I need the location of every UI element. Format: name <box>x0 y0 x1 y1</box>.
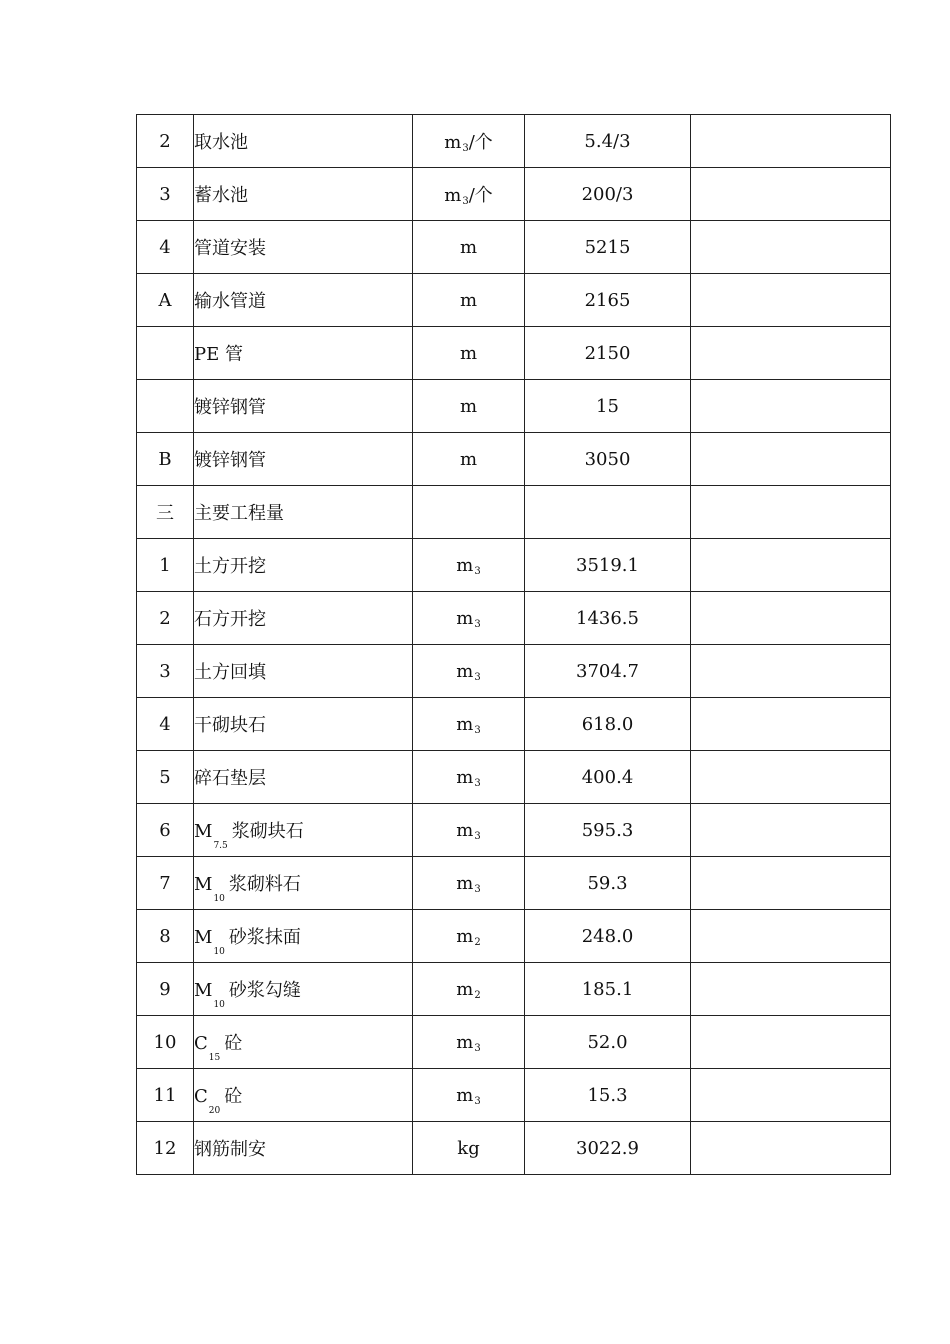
item-name: 浆砌块石 <box>231 821 304 842</box>
item-name-cell <box>194 804 413 857</box>
item-name: 土方回填 <box>194 662 266 683</box>
quantity-cell <box>525 486 691 539</box>
remarks-cell <box>691 433 891 486</box>
remarks-cell <box>691 910 891 963</box>
unit-cell <box>413 1069 525 1122</box>
quantity-cell: 3022.9 <box>525 1122 691 1175</box>
unit-exponent: 3 <box>474 565 481 577</box>
remarks-cell <box>691 857 891 910</box>
remarks-cell <box>691 592 891 645</box>
item-name: 土方开挖 <box>194 556 266 577</box>
unit-suffix: /个 <box>468 185 493 206</box>
item-name-prefix: C <box>194 1086 208 1107</box>
remarks-cell <box>691 1069 891 1122</box>
item-name-cell <box>194 1016 413 1069</box>
item-name-prefix: M <box>194 821 213 842</box>
unit-base: m <box>456 554 474 576</box>
unit-cell <box>413 1122 525 1175</box>
quantities-table-body <box>137 115 891 1175</box>
remarks-cell <box>691 327 891 380</box>
unit-cell <box>413 1016 525 1069</box>
unit-cell <box>413 751 525 804</box>
item-name: 砼 <box>224 1086 243 1107</box>
unit-cell <box>413 380 525 433</box>
unit-base: m <box>456 1031 474 1053</box>
quantity-cell: 15.3 <box>525 1069 691 1122</box>
item-name-cell <box>194 592 413 645</box>
unit-cell <box>413 168 525 221</box>
quantity-cell: 618.0 <box>525 698 691 751</box>
item-name: 砼 <box>224 1033 243 1054</box>
unit-exponent: 3 <box>474 618 481 630</box>
row-number <box>137 380 194 433</box>
row-number: 9 <box>137 963 194 1016</box>
row-number <box>137 327 194 380</box>
item-name-cell <box>194 168 413 221</box>
unit-cell <box>413 592 525 645</box>
row-number: 三 <box>137 486 194 539</box>
unit-base: m <box>459 342 478 364</box>
unit-exponent: 3 <box>474 777 481 789</box>
table-row <box>137 115 891 168</box>
unit-exponent: 2 <box>474 936 481 948</box>
row-number: 10 <box>137 1016 194 1069</box>
item-name: 浆砌料石 <box>228 874 301 895</box>
remarks-cell <box>691 274 891 327</box>
remarks-cell <box>691 380 891 433</box>
table-row <box>137 592 891 645</box>
item-name-prefix: M <box>194 980 213 1001</box>
quantity-cell: 248.0 <box>525 910 691 963</box>
unit-exponent: 2 <box>474 989 481 1001</box>
remarks-cell <box>691 804 891 857</box>
item-name: 石方开挖 <box>194 609 266 630</box>
unit-exponent: 3 <box>474 830 481 842</box>
quantity-cell: 400.4 <box>525 751 691 804</box>
remarks-cell <box>691 115 891 168</box>
item-name: 取水池 <box>194 132 248 153</box>
table-row <box>137 857 891 910</box>
row-number: 6 <box>137 804 194 857</box>
remarks-cell <box>691 539 891 592</box>
unit-cell <box>413 645 525 698</box>
item-name-cell <box>194 433 413 486</box>
remarks-cell <box>691 486 891 539</box>
remarks-cell <box>691 1122 891 1175</box>
item-name: 干砌块石 <box>194 715 266 736</box>
unit-cell <box>413 857 525 910</box>
row-number: A <box>137 274 194 327</box>
item-name-prefix: M <box>194 874 213 895</box>
unit-suffix: /个 <box>468 132 493 153</box>
unit-base: kg <box>457 1137 480 1159</box>
unit-cell <box>413 963 525 1016</box>
unit-base: m <box>456 713 474 735</box>
unit-exponent: 3 <box>474 1095 481 1107</box>
table-row <box>137 1069 891 1122</box>
item-name: PE 管 <box>194 344 243 365</box>
table-row <box>137 327 891 380</box>
item-name: 主要工程量 <box>194 503 284 524</box>
item-name: 管道安装 <box>194 238 266 259</box>
remarks-cell <box>691 645 891 698</box>
quantity-cell: 3704.7 <box>525 645 691 698</box>
quantity-cell: 3050 <box>525 433 691 486</box>
table-row <box>137 804 891 857</box>
item-name: 镀锌钢管 <box>194 397 266 418</box>
item-name-cell <box>194 327 413 380</box>
item-name-prefix: C <box>194 1033 208 1054</box>
unit-cell <box>413 539 525 592</box>
item-name: 碎石垫层 <box>194 768 266 789</box>
table-row <box>137 380 891 433</box>
item-name-subscript: 20 <box>208 1106 221 1116</box>
row-number: 11 <box>137 1069 194 1122</box>
item-name: 镀锌钢管 <box>194 450 266 471</box>
unit-cell <box>413 274 525 327</box>
item-name-cell <box>194 539 413 592</box>
item-name-subscript: 7.5 <box>213 841 228 851</box>
unit-cell <box>413 115 525 168</box>
row-number: 12 <box>137 1122 194 1175</box>
row-number: 2 <box>137 115 194 168</box>
quantity-cell: 15 <box>525 380 691 433</box>
table-row <box>137 539 891 592</box>
item-name-cell <box>194 857 413 910</box>
unit-cell <box>413 327 525 380</box>
row-number: 2 <box>137 592 194 645</box>
item-name-prefix: M <box>194 927 213 948</box>
unit-base: m <box>456 1084 474 1106</box>
row-number: 8 <box>137 910 194 963</box>
unit-base: m <box>456 978 474 1000</box>
unit-exponent: 3 <box>474 1042 481 1054</box>
unit-base: m <box>444 185 462 206</box>
table-row <box>137 751 891 804</box>
item-name-cell <box>194 751 413 804</box>
quantity-cell: 59.3 <box>525 857 691 910</box>
unit-base: m <box>459 289 478 311</box>
table-row <box>137 963 891 1016</box>
table-row <box>137 433 891 486</box>
unit-cell <box>413 221 525 274</box>
unit-base: m <box>456 766 474 788</box>
table-row <box>137 645 891 698</box>
table-row <box>137 486 891 539</box>
quantity-cell: 52.0 <box>525 1016 691 1069</box>
unit-cell <box>413 486 525 539</box>
unit-exponent: 3 <box>462 196 469 207</box>
quantity-cell: 185.1 <box>525 963 691 1016</box>
row-number: 4 <box>137 698 194 751</box>
quantity-cell: 1436.5 <box>525 592 691 645</box>
item-name: 钢筋制安 <box>194 1139 266 1160</box>
table-row <box>137 221 891 274</box>
unit-base: m <box>456 607 474 629</box>
unit-base: m <box>456 660 474 682</box>
item-name: 输水管道 <box>194 291 266 312</box>
unit-base: m <box>444 132 462 153</box>
unit-cell <box>413 804 525 857</box>
item-name-cell <box>194 380 413 433</box>
item-name-cell <box>194 645 413 698</box>
quantity-cell: 5215 <box>525 221 691 274</box>
unit-base: m <box>459 448 478 470</box>
remarks-cell <box>691 168 891 221</box>
quantities-table <box>136 114 891 1175</box>
row-number: 3 <box>137 168 194 221</box>
quantity-cell: 200/3 <box>525 168 691 221</box>
remarks-cell <box>691 698 891 751</box>
remarks-cell <box>691 221 891 274</box>
item-name: 砂浆勾缝 <box>228 980 301 1001</box>
item-name-cell <box>194 698 413 751</box>
unit-cell <box>413 433 525 486</box>
unit-base: m <box>456 819 474 841</box>
quantity-cell: 3519.1 <box>525 539 691 592</box>
row-number: 5 <box>137 751 194 804</box>
item-name: 蓄水池 <box>194 185 248 206</box>
item-name-cell <box>194 910 413 963</box>
row-number: B <box>137 433 194 486</box>
table-row <box>137 1122 891 1175</box>
item-name-cell <box>194 274 413 327</box>
item-name-subscript: 10 <box>213 894 225 904</box>
unit-base: m <box>459 395 478 417</box>
item-name-cell <box>194 1069 413 1122</box>
item-name-subscript: 15 <box>208 1053 221 1063</box>
unit-exponent: 3 <box>474 724 481 736</box>
quantity-cell: 2150 <box>525 327 691 380</box>
row-number: 1 <box>137 539 194 592</box>
unit-cell <box>413 698 525 751</box>
quantity-cell: 595.3 <box>525 804 691 857</box>
unit-base: m <box>456 872 474 894</box>
unit-base: m <box>459 236 478 258</box>
remarks-cell <box>691 963 891 1016</box>
item-name-subscript: 10 <box>213 1000 225 1010</box>
unit-base: m <box>456 925 474 947</box>
quantity-cell: 2165 <box>525 274 691 327</box>
remarks-cell <box>691 751 891 804</box>
table-row <box>137 168 891 221</box>
unit-exponent: 3 <box>462 143 469 154</box>
item-name-subscript: 10 <box>213 947 225 957</box>
item-name: 砂浆抹面 <box>228 927 301 948</box>
table-row <box>137 1016 891 1069</box>
unit-cell <box>413 910 525 963</box>
row-number: 7 <box>137 857 194 910</box>
table-row <box>137 910 891 963</box>
unit-exponent: 3 <box>474 883 481 895</box>
item-name-cell <box>194 486 413 539</box>
quantity-cell: 5.4/3 <box>525 115 691 168</box>
remarks-cell <box>691 1016 891 1069</box>
item-name-cell <box>194 1122 413 1175</box>
item-name-cell <box>194 115 413 168</box>
item-name-cell <box>194 963 413 1016</box>
table-row <box>137 698 891 751</box>
item-name-cell <box>194 221 413 274</box>
row-number: 3 <box>137 645 194 698</box>
unit-exponent: 3 <box>474 671 481 683</box>
row-number: 4 <box>137 221 194 274</box>
table-row <box>137 274 891 327</box>
